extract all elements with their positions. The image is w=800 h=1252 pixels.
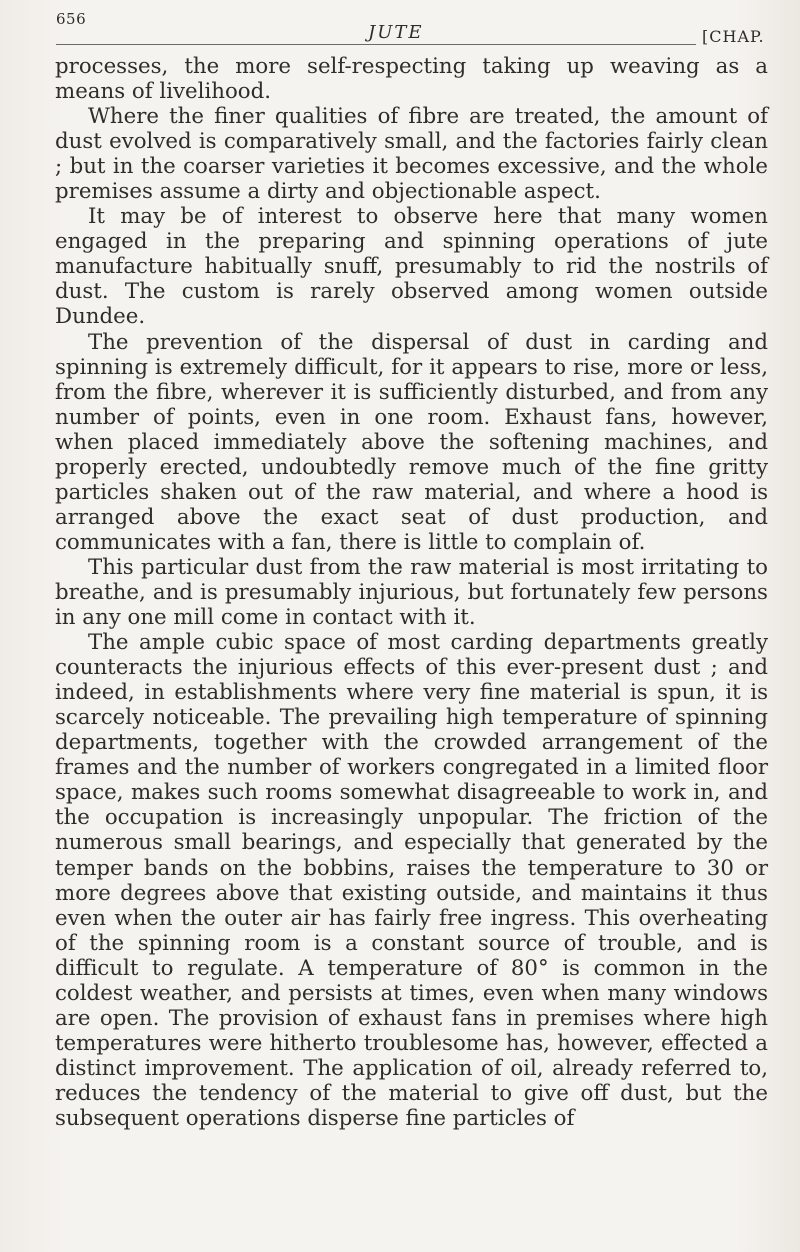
page-number: 656 [56, 10, 87, 28]
chapter-label: [CHAP. [702, 27, 765, 46]
paragraph-2: Where the finer qualities of fibre are treated, the amount of dust evolved is comparatively small, and the factories fairly clean ; but in the coarser varieties it becomes excessive, and the whole premises assume a dirty and objectionable aspect. [55, 104, 768, 205]
body-text [55, 54, 768, 1131]
paragraph-4: The prevention of the dispersal of dust in carding and spinning is extremely difficult, for it appears to rise, more or less, from the fibre, wherever it is sufficiently disturbed, and from any number of points, even in one room. Exhaust fans, however, when placed immediately above the softening machines, and properly erected, undoubtedly remove much of the fine gritty particles shaken out of the raw material, and where a hood is arranged above the exact seat of dust production, and communicates with a fan, there is little to complain of. [55, 329, 768, 555]
paragraph-3: It may be of interest to observe here that many women engaged in the preparing and spinning operations of jute manufacture habitually snuff, presumably to rid the nostrils of dust. The custom is rarely observed among women outside Dundee. [55, 204, 768, 330]
page-header [56, 10, 776, 46]
header-rule [56, 44, 696, 45]
running-title: JUTE [368, 22, 424, 43]
paragraph-1: processes, the more self-respecting taking up weaving as a means of livelihood. [55, 54, 768, 105]
paragraph-5: This particular dust from the raw material is most irritating to breathe, and is presumably injurious, but fortunately few persons in any one mill come in contact with it. [55, 554, 768, 631]
paragraph-6: The ample cubic space of most carding departments greatly counteracts the injurious effects of this ever-present dust ; and indeed, in establishments where very fine material is spun, it is scarcely noticeable. The prevailing high temperature of spinning departments, together with the crowded arrangement of the frames and the number of workers congregated in a limited floor space, makes such rooms somewhat disagreeable to work in, and the occupation is increasingly unpopular. The friction of the numerous small bearings, and especially that generated by the temper bands on the bobbins, raises the temperature to 30 or more degrees above that existing outside, and maintains it thus even when the outer air has fairly free ingress. This overheating of the spinning room is a constant source of trouble, and is difficult to regulate. A temperature of 80° is common in the coldest weather, and persists at times, even when many windows are open. The provision of exhaust fans in premises where high temperatures were hitherto troublesome has, however, effected a distinct improvement. The application of oil, already referred to, reduces the tendency of the material to give off dust, but the subsequent operations disperse fine particles of [55, 630, 768, 1131]
